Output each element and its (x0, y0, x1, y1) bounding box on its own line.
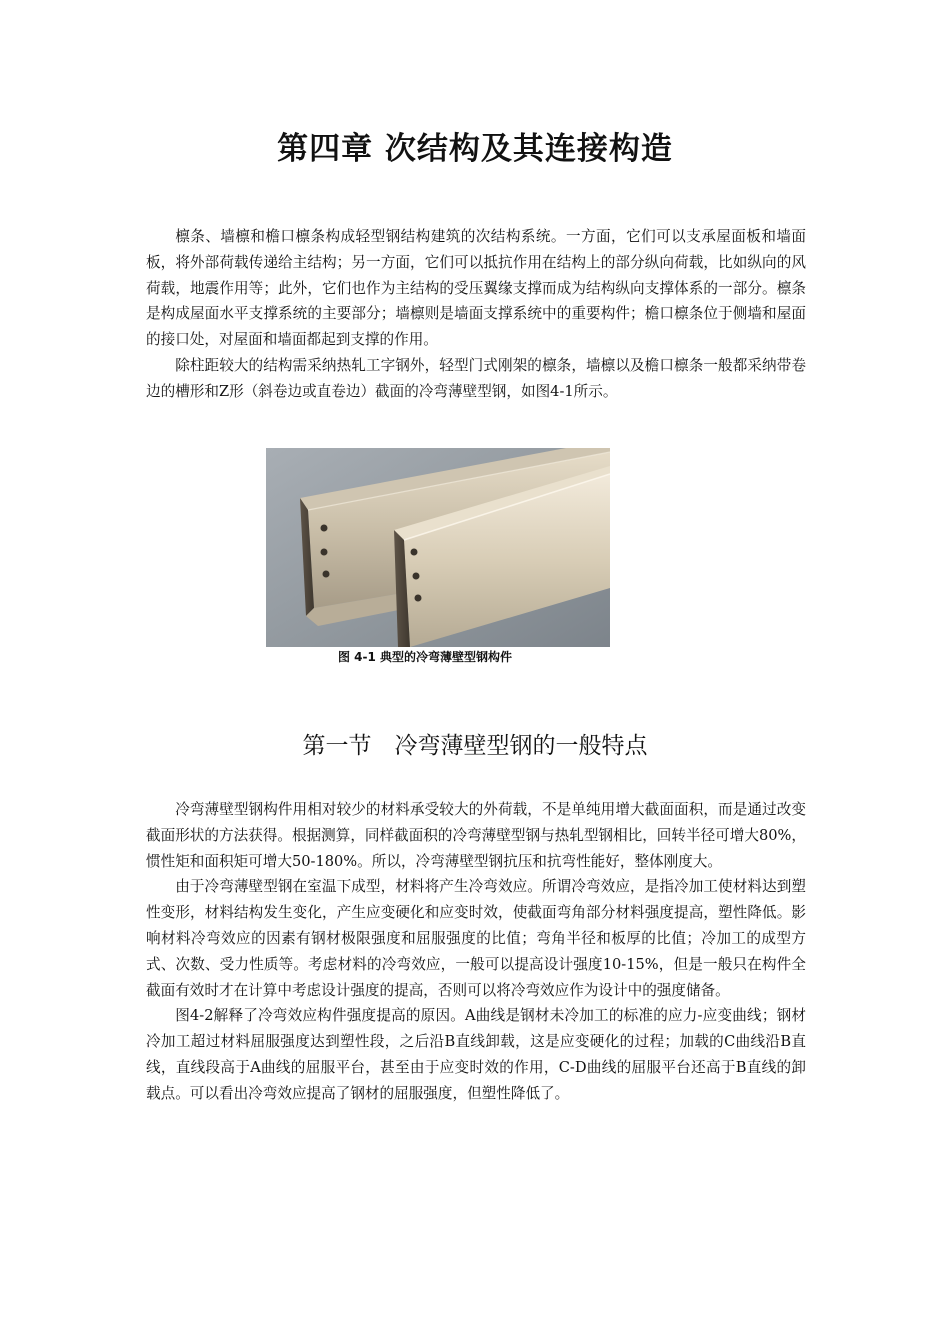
paragraph: 檩条、墙檩和檐口檩条构成轻型钢结构建筑的次结构系统。一方面，它们可以支承屋面板和墙面板，将外部荷载传递给主结构；另一方面，它们可以抵抗作用在结构上的部分纵向荷载，比如纵向的风荷载，地震作用等；此外，它们也作为主结构的受压翼缘支撑而成为结构纵向支撑体系的一部分。檩条是构成屋面水平支撑系统的主要部分；墙檩则是墙面支撑系统中的重要构件；檐口檩条位于侧墙和屋面的接口处，对屋面和墙面都起到支撑的作用。 (146, 228, 806, 349)
bolt-hole (411, 549, 418, 556)
paragraph: 由于冷弯薄壁型钢在室温下成型，材料将产生冷弯效应。所谓冷弯效应，是指冷加工使材料达到塑性变形，材料结构发生变化，产生应变硬化和应变时效，使截面弯角部分材料强度提高，塑性降低。影响材料冷弯效应的因素有钢材极限强度和屈服强度的比值；弯角半径和板厚的比值；冷加工的成型方式、次数、受力性质等。考虑材料的冷弯效应，一般可以提高设计强度10-15%，但是一般只在构件全截面有效时才在计算中考虑设计强度的提高，否则可以将冷弯效应作为设计中的强度储备。 (146, 878, 806, 999)
bolt-hole (413, 573, 420, 580)
bolt-hole (323, 571, 330, 578)
intro-text (146, 224, 806, 405)
steel-members-illustration (266, 448, 610, 647)
section-title: 第一节 冷弯薄壁型钢的一般特点 (302, 733, 648, 759)
figure-steel-members-photo (266, 448, 610, 647)
paragraph: 冷弯薄壁型钢构件用相对较少的材料承受较大的外荷载，不是单纯用增大截面面积，而是通过改变截面形状的方法获得。根据测算，同样截面积的冷弯薄壁型钢与热轧型钢相比，回转半径可增大80%，惯性矩和面积矩可增大50-180%。所以，冷弯薄壁型钢抗压和抗弯性能好，整体刚度大。 (146, 801, 806, 870)
paragraph: 图4-2解释了冷弯效应构件强度提高的原因。A曲线是钢材未冷加工的标准的应力-应变曲线；钢材冷加工超过材料屈服强度达到塑性段，之后沿B直线卸载，这是应变硬化的过程；加载的C曲线沿B直线，直线段高于A曲线的屈服平台，甚至由于应变时效的作用，C-D曲线的屈服平台还高于B直线的卸载点。可以看出冷弯效应提高了钢材的屈服强度，但塑性降低了。 (146, 1007, 806, 1102)
section-text (146, 797, 806, 1107)
bolt-hole (415, 595, 422, 602)
figure-caption: 图 4-1 典型的冷弯薄壁型钢构件 (338, 650, 513, 664)
chapter-title: 第四章 次结构及其连接构造 (277, 131, 673, 167)
bolt-hole (321, 525, 328, 532)
paragraph: 除柱距较大的结构需采纳热轧工字钢外，轻型门式刚架的檩条，墙檩以及檐口檩条一般都采纳带卷边的槽形和Z形（斜卷边或直卷边）截面的冷弯薄壁型钢，如图4-1所示。 (146, 356, 806, 400)
bolt-hole (321, 549, 328, 556)
